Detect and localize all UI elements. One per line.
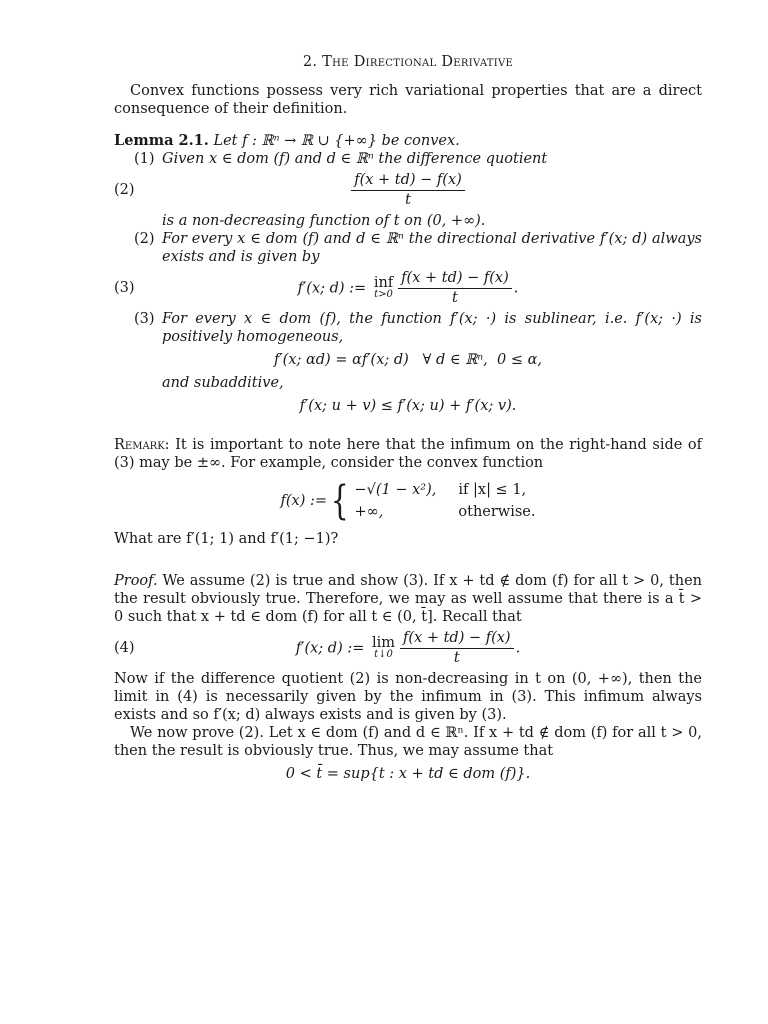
equation-tag: (4) xyxy=(114,640,135,656)
directional-derivative-lim: f′(x; d) := lim t↓0 $\frac{f(x + td) - f(x)}{t}$ . xyxy=(295,629,521,666)
remark-question: What are f′(1; 1) and f′(1; −1)? xyxy=(114,531,339,547)
lemma-label: Lemma 2.1. xyxy=(114,132,209,149)
directional-derivative-inf: f′(x; d) := inf t>0 $\frac{f(x + td) - f(x)}{t}$ . xyxy=(297,269,519,306)
lemma-statement: Let f : ℝⁿ → ℝ ∪ {+∞} be convex. xyxy=(213,133,460,149)
left-brace: { xyxy=(330,478,349,524)
equation-tag: (3) xyxy=(114,280,135,296)
proof-label: Proof. xyxy=(114,573,158,589)
section-title: 2. The Directional Derivative xyxy=(302,54,514,70)
lemma-item-3: (3) For every x ∈ dom (f), the function f′(x; ·) is sublinear, i.e. f′(x; ·) is positively homogeneous, xyxy=(134,311,702,345)
remark-label: Remark: xyxy=(114,437,170,453)
equation-4 xyxy=(114,626,702,670)
proof-paragraph-3: We now prove (2). Let x ∈ dom (f) and d ∈ ℝⁿ. If x + td ∉ dom (f) for all t > 0, then the result is obviously true. Thus, we may assume that xyxy=(114,725,702,759)
lemma-heading xyxy=(114,132,702,150)
equation-3 xyxy=(114,266,702,310)
proof-paragraph-2: Now if the difference quotient (2) is non-decreasing in t on (0, +∞), then the limit in (4) is necessarily given by the infimum in (3). This infimum always exists and so f′(x; d) always exists and is given by (3). xyxy=(114,671,702,723)
lemma-item-1-continuation: is a non-decreasing function of t on (0, +∞). xyxy=(162,213,486,229)
intro-paragraph: Convex functions possess very rich variational properties that are a direct consequence of their definition. xyxy=(114,83,702,117)
subadditive-label: and subadditive, xyxy=(162,375,284,391)
equation-tag: (2) xyxy=(114,182,135,198)
equation-2 xyxy=(114,168,702,212)
lemma-item-1: (1) Given x ∈ dom (f) and d ∈ ℝⁿ the difference quotient xyxy=(134,151,548,167)
document-page xyxy=(114,54,702,788)
supremum-equation: 0 < t̄ = sup{t : x + td ∈ dom (f)}. xyxy=(285,766,531,782)
proof-paragraph-1: Proof. We assume (2) is true and show (3). If x + td ∉ dom (f) for all t > 0, then the result obviously true. Therefore, we may as well assume that there is a t̄ > 0 such that x + td ∈ dom (f) for all t ∈ (0, t̄]. Recall that xyxy=(114,573,702,625)
piecewise-function: f(x) := { −√(1 − x²), if |x| ≤ 1, +∞, otherwise. xyxy=(280,478,536,524)
remark-paragraph: Remark: It is important to note here that the infimum on the right-hand side of (3) may be ±∞. For example, consider the convex function xyxy=(114,437,702,471)
difference-quotient: $\frac{f(x + td) - f(x)}{t}$ xyxy=(351,172,465,209)
homogeneity-equation: f′(x; αd) = αf′(x; d) ∀ d ∈ ℝⁿ, 0 ≤ α, xyxy=(274,352,542,368)
lemma-item-2: (2) For every x ∈ dom (f) and d ∈ ℝⁿ the directional derivative f′(x; d) always exists and is given by xyxy=(134,231,702,265)
subadditivity-equation: f′(x; u + v) ≤ f′(x; u) + f′(x; v). xyxy=(299,398,517,414)
